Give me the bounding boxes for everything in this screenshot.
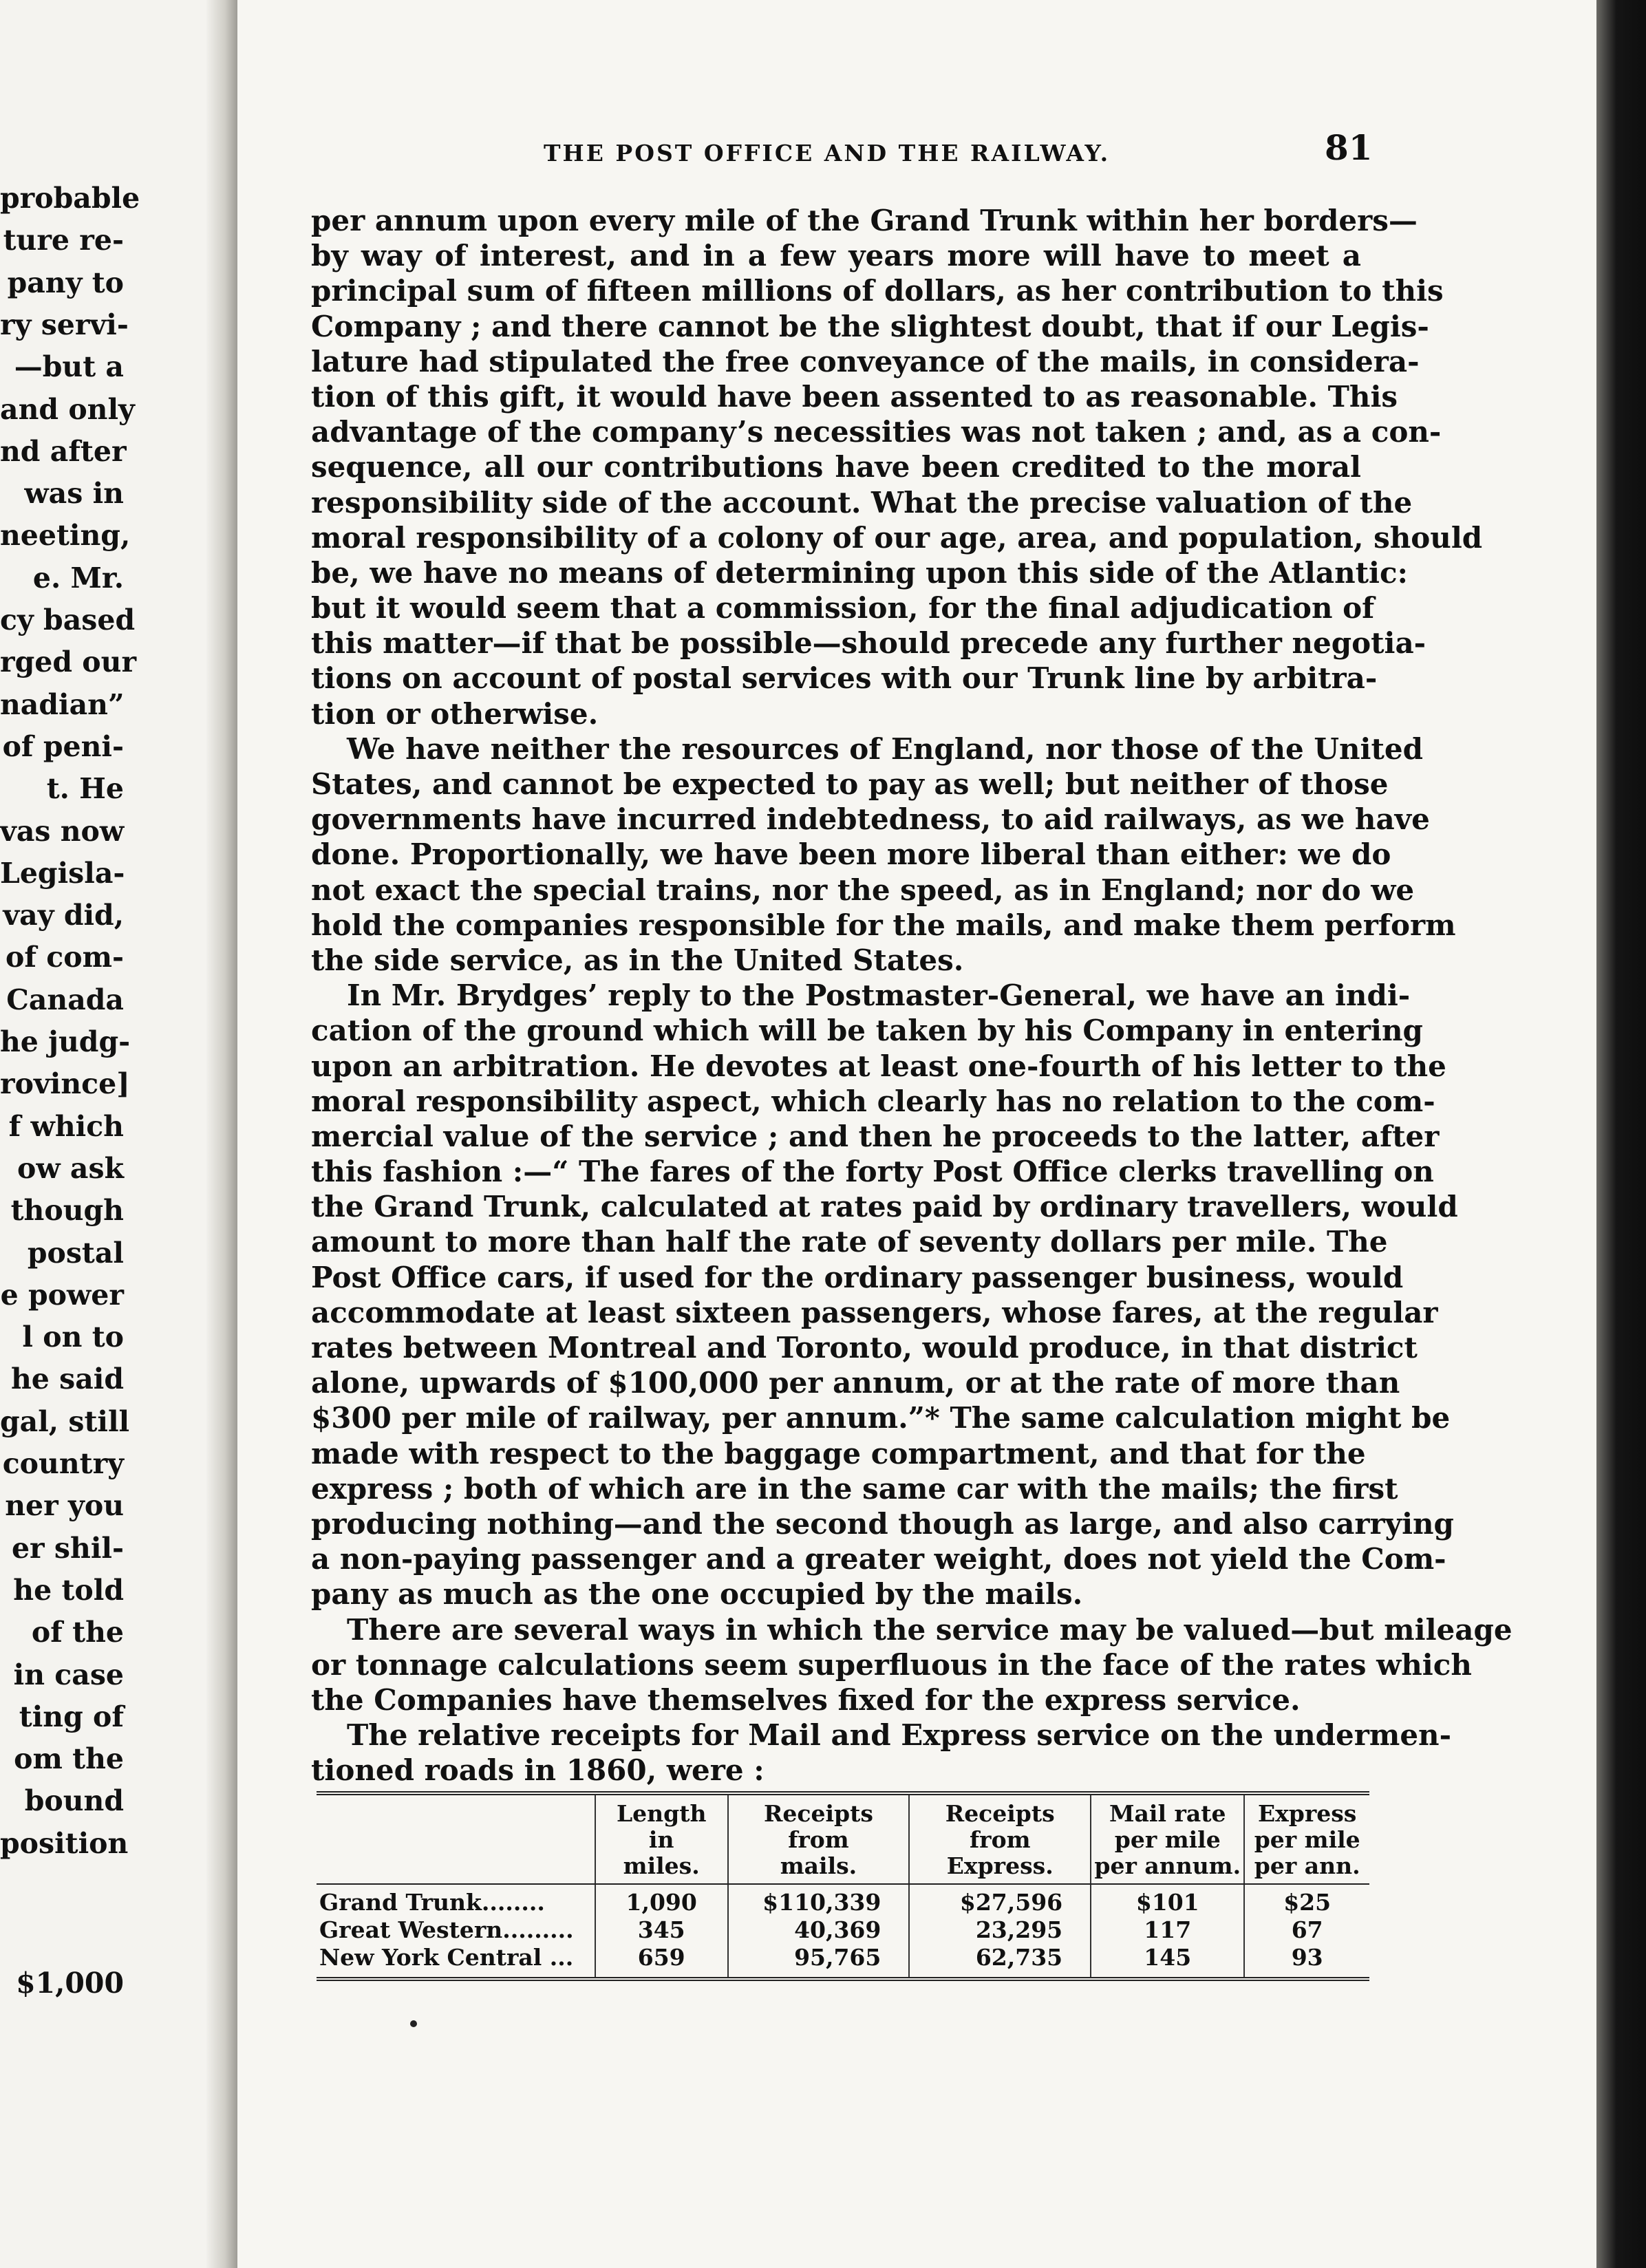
mail-rate: 117 (1091, 1916, 1244, 1944)
header-line: from (788, 1826, 849, 1853)
text-line: express ; both of which are in the same car with the mails; the first (311, 1471, 1398, 1506)
previous-page-fragment: t. He (46, 772, 124, 806)
header-line: Express (1257, 1800, 1357, 1827)
text-line: the Companies have themselves fixed for the express service. (311, 1682, 1301, 1717)
text-line: tioned roads in 1860, were : (311, 1753, 765, 1788)
previous-page-fragment: of com- (6, 941, 124, 974)
text-line: principal sum of fifteen millions of dollars, as her contribution to this (311, 274, 1444, 308)
previous-page-fragment: f which (8, 1109, 124, 1143)
receipts-express: 23,295 (909, 1916, 1091, 1944)
previous-page-fragment: gal, still (0, 1404, 130, 1438)
road-name: Great Western......... (319, 1916, 574, 1943)
previous-page-fragment: in case (13, 1658, 124, 1691)
text-line: the side service, as in the United States. (311, 943, 964, 977)
previous-page-fragment: —but a (14, 350, 124, 384)
paragraph-3 (311, 978, 1458, 1612)
text-line: by way of interest, and in a few years more will have to meet a (311, 239, 1361, 273)
table-row (317, 1884, 1369, 1916)
mail-rate: $101 (1091, 1884, 1244, 1916)
previous-page-fragment: was in (24, 477, 124, 511)
text-line: be, we have no means of determining upon this side of the Atlantic: (311, 555, 1409, 590)
text-line: this fashion :—“ The fares of the forty Post Office clerks travelling on (311, 1155, 1434, 1189)
text-line: done. Proportionally, we have been more liberal than either: we do (311, 837, 1391, 872)
previous-page-fragment: ture re- (3, 224, 124, 257)
text-line: producing nothing—and the second though as large, and also carrying (311, 1506, 1454, 1541)
header-line: Express. (946, 1852, 1054, 1879)
previous-page-fragment: country (2, 1447, 124, 1480)
text-line: hold the companies responsible for the mails, and make them perform (311, 908, 1456, 942)
text-line: governments have incurred indebtedness, to aid railways, as we have (311, 802, 1430, 837)
page-edge-shadow (1596, 0, 1646, 2268)
text-line: made with respect to the baggage compartment, and that for the (311, 1436, 1366, 1470)
text-line: advantage of the company’s necessities was not taken ; and, as a con- (311, 415, 1442, 449)
receipts-mails: 40,369 (728, 1916, 910, 1944)
text-line: pany as much as the one occupied by the mails. (311, 1577, 1083, 1612)
previous-page-fragment: e. Mr. (32, 561, 124, 595)
column-header-road (317, 1793, 595, 1884)
road-name: Grand Trunk........ (319, 1889, 545, 1916)
previous-page-fragment: l on to (22, 1320, 124, 1354)
length-miles: 345 (595, 1916, 728, 1944)
header-line: per annum. (1094, 1852, 1241, 1879)
previous-page-fragment: ting of (19, 1700, 124, 1733)
previous-page-fragment: he said (10, 1362, 124, 1396)
table-header-row (317, 1793, 1369, 1884)
header-line: Receipts (763, 1800, 873, 1827)
paragraph-2 (311, 731, 1456, 978)
text-line: this matter—if that be possible—should precede any further negotia- (311, 626, 1426, 661)
previous-page-fragment: er shil- (11, 1531, 124, 1565)
previous-page-fragment: nadian” (0, 687, 125, 721)
previous-page-fragment: ner you (5, 1489, 124, 1523)
text-line: Post Office cars, if used for the ordinary passenger business, would (311, 1260, 1404, 1294)
header-line: miles. (623, 1852, 700, 1879)
text-line: We have neither the resources of England, nor those of the United (347, 731, 1423, 766)
text-line: mercial value of the service ; and then he proceeds to the latter, after (311, 1119, 1440, 1153)
mail-rate: 145 (1091, 1944, 1244, 1979)
previous-page-fragment: of peni- (2, 729, 124, 763)
length-miles: 659 (595, 1944, 728, 1979)
text-line: cation of the ground which will be taken by his Company in entering (311, 1014, 1423, 1048)
text-line: upon an arbitration. He devotes at least one-fourth of his letter to the (311, 1049, 1446, 1083)
text-line: accommodate at least sixteen passengers, whose fares, at the regular (311, 1295, 1438, 1329)
express-rate: 67 (1244, 1916, 1369, 1944)
previous-page-fragment: nd after (0, 434, 127, 468)
receipts-express: 62,735 (909, 1944, 1091, 1979)
running-head: THE POST OFFICE AND THE RAILWAY. (544, 140, 1111, 167)
previous-page-fragment: he judg- (0, 1025, 131, 1058)
previous-page-fragment: of the (31, 1616, 124, 1649)
text-line: amount to more than half the rate of seventy dollars per mile. The (311, 1225, 1388, 1259)
text-line: tion or otherwise. (311, 696, 599, 731)
text-line: not exact the special trains, nor the speed, as in England; nor do we (311, 873, 1415, 907)
header-line: in (648, 1826, 674, 1853)
text-line: rates between Montreal and Toronto, would produce, in that district (311, 1331, 1418, 1365)
previous-page-fragment: neeting, (0, 519, 131, 553)
previous-page-fragment: Canada (6, 983, 124, 1016)
receipts-mails: $110,339 (728, 1884, 910, 1916)
previous-page-fragment: bound (24, 1784, 124, 1818)
text-line: responsibility side of the account. What the precise valuation of the (311, 485, 1413, 520)
previous-page-fragment: rovince] (0, 1067, 130, 1101)
text-line: States, and cannot be expected to pay as well; but neither of those (311, 767, 1389, 801)
previous-page-fragment: he told (13, 1573, 124, 1607)
text-line: moral responsibility aspect, which clearly has no relation to the com- (311, 1084, 1435, 1118)
previous-page-fragment: e power (0, 1278, 124, 1312)
header-line: Mail rate (1109, 1800, 1226, 1827)
text-line: a non-paying passenger and a greater weight, does not yield the Com- (311, 1542, 1446, 1576)
text-line: alone, upwards of $100,000 per annum, or at the rate of more than (311, 1366, 1400, 1400)
previous-page-fragment: vas now (0, 814, 125, 848)
table-row (317, 1916, 1369, 1944)
previous-page-fragment: $1,000 (16, 1967, 124, 2000)
previous-page-fragment: ow ask (17, 1151, 124, 1185)
text-line: tions on account of postal services with our Trunk line by arbitra- (311, 661, 1378, 696)
column-header-receipts-mails (728, 1793, 910, 1884)
text-line: $300 per mile of railway, per annum.”* The same calculation might be (311, 1401, 1451, 1435)
text-line: lature had stipulated the free conveyance of the mails, in considera- (311, 344, 1420, 378)
previous-page-fragment: postal (27, 1236, 124, 1270)
previous-page-fragment: ry servi- (0, 308, 129, 341)
previous-page-fragment: pany to (7, 266, 124, 299)
header-line: from (969, 1826, 1031, 1853)
text-line: The relative receipts for Mail and Express service on the undermen- (347, 1718, 1452, 1753)
express-rate: $25 (1244, 1884, 1369, 1916)
text-line: Company ; and there cannot be the slightest doubt, that if our Legis- (311, 309, 1429, 343)
paragraph-1 (311, 203, 1483, 731)
previous-page-fragment: probable (0, 182, 140, 215)
previous-page-fragment: Legisla- (0, 856, 125, 890)
previous-page-fragment: and only (0, 392, 135, 426)
header-line: per ann. (1254, 1852, 1360, 1879)
previous-page-fragment: om the (14, 1742, 124, 1776)
paragraph-4 (311, 1612, 1513, 1718)
receipts-mails: 95,765 (728, 1944, 910, 1979)
header-line: mails. (780, 1852, 857, 1879)
header-line: Length (616, 1800, 707, 1827)
column-header-receipts-express (909, 1793, 1091, 1884)
text-line: or tonnage calculations seem superfluous in the face of the rates which (311, 1647, 1472, 1682)
previous-page-fragment: cy based (0, 603, 136, 636)
text-line: In Mr. Brydges’ reply to the Postmaster-General, we have an indi- (347, 978, 1411, 1013)
length-miles: 1,090 (595, 1884, 728, 1916)
body-text (311, 203, 1513, 1788)
receipts-table (317, 1791, 1369, 1981)
paragraph-5 (311, 1718, 1452, 1788)
text-line: the Grand Trunk, calculated at rates paid by ordinary travellers, would (311, 1190, 1458, 1224)
previous-page-fragment: vay did, (3, 899, 124, 932)
previous-page-fragment: though (10, 1194, 124, 1228)
previous-page-text-fragments (0, 0, 140, 2268)
text-line: sequence, all our contributions have been credited to the moral (311, 450, 1361, 484)
page-number: 81 (1325, 127, 1373, 168)
table-row (317, 1944, 1369, 1979)
column-header-length (595, 1793, 728, 1884)
header-line: per mile (1114, 1826, 1221, 1853)
text-line: per annum upon every mile of the Grand Trunk within her borders— (311, 204, 1418, 237)
column-header-express-rate (1244, 1793, 1369, 1884)
receipts-express: $27,596 (909, 1884, 1091, 1916)
text-line: There are several ways in which the service may be valued—but mileage (347, 1612, 1513, 1647)
text-line: moral responsibility of a colony of our age, area, and population, should (311, 520, 1483, 555)
previous-page-fragment: rged our (0, 645, 137, 679)
column-header-mail-rate (1091, 1793, 1244, 1884)
text-line: but it would seem that a commission, for the final adjudication of (311, 591, 1375, 625)
text-line: tion of this gift, it would have been assented to as reasonable. This (311, 379, 1398, 414)
ink-speck (410, 2020, 417, 2027)
book-gutter (206, 0, 237, 2268)
header-line: per mile (1254, 1826, 1360, 1853)
previous-page-fragment: position (0, 1826, 129, 1860)
express-rate: 93 (1244, 1944, 1369, 1979)
header-line: Receipts (945, 1800, 1055, 1827)
previous-page-edge (0, 0, 206, 2268)
road-name: New York Central ... (319, 1944, 574, 1971)
